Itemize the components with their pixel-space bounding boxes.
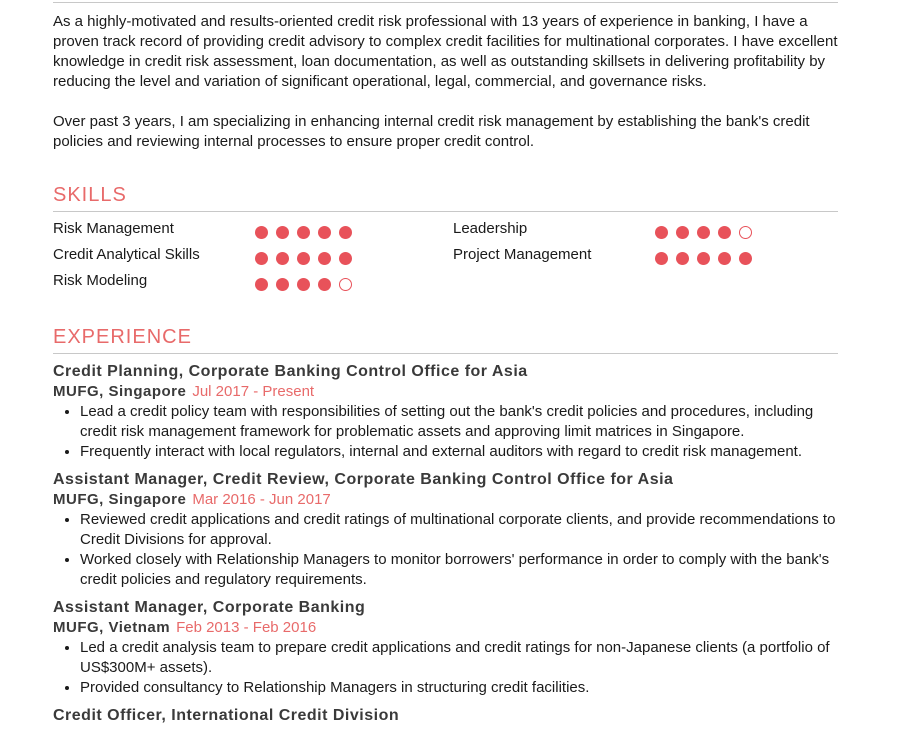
summary-paragraph-1: As a highly-motivated and results-oriented credit risk professional with 13 years of experience in banking, I have a proven track record of providing credit advisory to complex credit facilities for multinational corporates. I have excellent knowledge in credit risk assessment, loan documentation, as well as outstanding skillsets in delivering profitability by reducing the level and variation of significant operational, legal, commercial, and governance risks. (53, 13, 838, 90)
skill-row (53, 220, 413, 246)
skill-row (53, 272, 413, 298)
job-bullet: • Frequently interact with local regulators, internal and external auditors with regard to credit risk management. (80, 442, 843, 462)
rating-dot-filled (255, 252, 268, 265)
skill-rating (255, 278, 352, 291)
job-entry (53, 598, 843, 698)
rating-dot-filled (297, 226, 310, 239)
rating-dot-filled (676, 226, 689, 239)
job-bullets (53, 510, 843, 590)
rating-dot-filled (676, 252, 689, 265)
rating-dot-filled (297, 278, 310, 291)
job-meta (53, 382, 843, 402)
rating-dot-filled (718, 252, 731, 265)
skill-rating (655, 252, 752, 265)
skill-row (453, 220, 813, 246)
job-company: MUFG, Singapore (53, 491, 187, 508)
top-divider (53, 2, 838, 3)
rating-dot-filled (276, 226, 289, 239)
job-bullets (53, 402, 843, 462)
skill-row (453, 246, 813, 272)
job-title: Assistant Manager, Corporate Banking (53, 599, 366, 616)
experience-heading: EXPERIENCE (53, 326, 838, 354)
job-title: Credit Planning, Corporate Banking Control Office for Asia (53, 363, 528, 380)
summary-paragraph-2: Over past 3 years, I am specializing in enhancing internal credit risk management by establishing the bank's credit policies and reviewing internal processes to ensure proper credit control. (53, 113, 810, 150)
skills-heading: SKILLS (53, 184, 838, 212)
skill-name: Risk Management (53, 220, 174, 237)
rating-dot-filled (655, 252, 668, 265)
skill-name: Risk Modeling (53, 272, 148, 289)
rating-dot-filled (255, 226, 268, 239)
job-entry (53, 706, 843, 726)
skills-right-column (453, 220, 813, 272)
skill-rating (255, 226, 352, 239)
job-bullet: • Worked closely with Relationship Managers to monitor borrowers' performance in order to comply with the bank's credit policies and regulatory requirements. (80, 550, 843, 590)
job-title: Credit Officer, International Credit Division (53, 707, 400, 724)
skill-name: Project Management (453, 246, 592, 263)
job-bullet: • Reviewed credit applications and credit ratings of multinational corporate clients, and provide recommendations to Credit Divisions for approval. (80, 510, 843, 550)
job-dates: Feb 2013 - Feb 2016 (176, 619, 317, 636)
rating-dot-filled (697, 226, 710, 239)
rating-dot-empty (739, 226, 752, 239)
rating-dot-filled (339, 226, 352, 239)
skill-name: Credit Analytical Skills (53, 246, 200, 263)
rating-dot-filled (318, 278, 331, 291)
job-company: MUFG, Singapore (53, 383, 187, 400)
rating-dot-filled (297, 252, 310, 265)
rating-dot-filled (318, 226, 331, 239)
job-bullet: • Lead a credit policy team with responsibilities of setting out the bank's credit policies and procedures, including credit risk management framework for problematic assets and approving limit matrices in Singapore. (80, 402, 843, 442)
job-title: Assistant Manager, Credit Review, Corporate Banking Control Office for Asia (53, 471, 674, 488)
rating-dot-filled (255, 278, 268, 291)
rating-dot-filled (339, 252, 352, 265)
job-bullet: • Provided consultancy to Relationship Managers in structuring credit facilities. (80, 678, 843, 698)
job-dates: Jul 2017 - Present (192, 383, 315, 400)
rating-dot-filled (718, 226, 731, 239)
skill-row (53, 246, 413, 272)
rating-dot-filled (655, 226, 668, 239)
skill-name: Leadership (453, 220, 528, 237)
rating-dot-filled (318, 252, 331, 265)
job-company: MUFG, Vietnam (53, 619, 171, 636)
job-meta (53, 618, 843, 638)
rating-dot-filled (697, 252, 710, 265)
job-bullet: • Led a credit analysis team to prepare credit applications and credit ratings for non-Japanese clients (a portfolio of US$300M+ assets). (80, 638, 843, 678)
experience-list (53, 362, 843, 734)
rating-dot-filled (276, 278, 289, 291)
job-entry (53, 470, 843, 590)
job-entry (53, 362, 843, 462)
rating-dot-filled (276, 252, 289, 265)
skill-rating (255, 252, 352, 265)
skills-left-column (53, 220, 413, 298)
rating-dot-filled (739, 252, 752, 265)
job-meta (53, 490, 843, 510)
rating-dot-empty (339, 278, 352, 291)
job-bullets (53, 638, 843, 698)
skill-rating (655, 226, 752, 239)
job-dates: Mar 2016 - Jun 2017 (192, 491, 331, 508)
summary-section (53, 12, 843, 172)
